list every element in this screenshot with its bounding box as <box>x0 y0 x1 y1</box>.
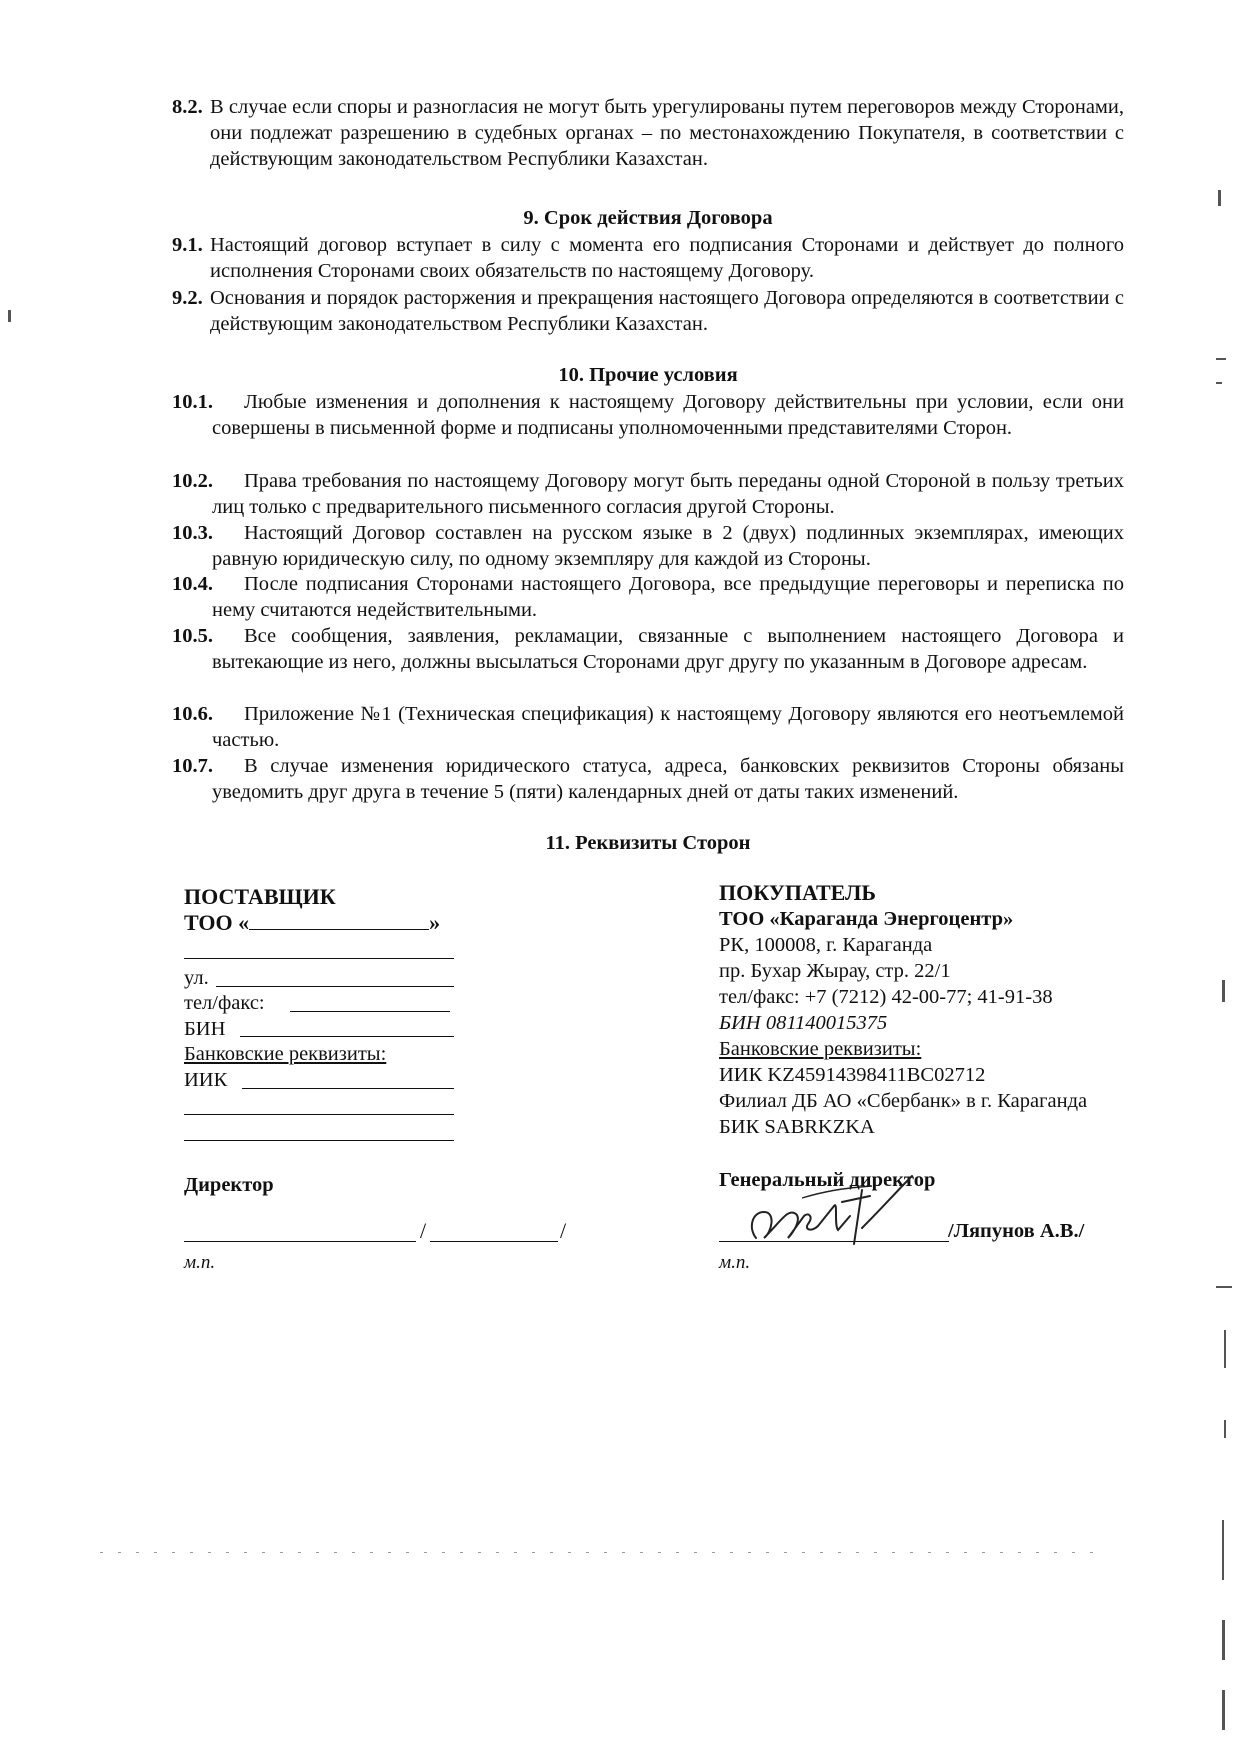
scan-edge-mark <box>1216 358 1226 360</box>
supplier-heading: ПОСТАВЩИК <box>184 884 336 909</box>
buyer-address-1: РК, 100008, г. Караганда <box>719 934 933 956</box>
buyer-signature-mark <box>742 1168 922 1254</box>
clause-9-1 <box>172 232 1124 284</box>
clause-number: 10.2. <box>172 470 213 492</box>
clause-number: 10.1. <box>172 391 213 413</box>
supplier-extra-line-2 <box>184 1140 454 1141</box>
scan-edge-mark <box>8 310 11 322</box>
supplier-street-label: ул. <box>184 967 209 989</box>
clause-text: После подписания Сторонами настоящего Договора, все предыдущие переговоры и переписка по нему считаются недействительными. <box>212 573 1124 621</box>
clause-8-2 <box>172 94 1124 172</box>
buyer-seal-label: м.п. <box>719 1252 751 1273</box>
clause-number: 9.1. <box>172 234 203 256</box>
clause-10-2 <box>172 468 1124 520</box>
supplier-extra-line-1 <box>184 1114 454 1115</box>
scan-edge-mark <box>1218 190 1221 206</box>
clause-number: 10.3. <box>172 522 213 544</box>
supplier-org-prefix: ТОО « <box>184 910 250 935</box>
supplier-iik-label: ИИК <box>184 1069 228 1091</box>
buyer-phone: тел/факс: +7 (7212) 42-00-77; 41-91-38 <box>719 986 1053 1008</box>
buyer-bank-name: Филиал ДБ АО «Сбербанк» в г. Караганда <box>719 1090 1088 1112</box>
buyer-heading: ПОКУПАТЕЛЬ <box>719 880 876 905</box>
clause-number: 8.2. <box>172 96 203 118</box>
buyer-org: ТОО «Караганда Энергоцентр» <box>719 908 1014 930</box>
supplier-signature-slash-1: / <box>420 1218 427 1243</box>
clause-text: Приложение №1 (Техническая спецификация) к настоящему Договору являются его неотъемлемой частью. <box>212 703 1124 751</box>
section-11-title: 11. Реквизиты Сторон <box>545 832 751 854</box>
clause-number: 10.4. <box>172 573 213 595</box>
buyer-bank-label: Банковские реквизиты: <box>719 1038 922 1060</box>
buyer-signer-name: /Ляпунов А.В./ <box>948 1220 1085 1242</box>
supplier-phone-label: тел/факс: <box>184 992 265 1014</box>
supplier-phone-blank <box>290 1011 450 1012</box>
clause-10-6 <box>172 701 1124 753</box>
supplier-iik-blank <box>242 1088 454 1089</box>
supplier-block <box>184 884 484 937</box>
supplier-org-line <box>184 910 484 937</box>
buyer-iik: ИИК KZ45914398411BC02712 <box>719 1064 986 1086</box>
scan-edge-mark <box>1222 1520 1224 1580</box>
supplier-signer-title: Директор <box>184 1174 274 1196</box>
supplier-bin-label: БИН <box>184 1018 226 1040</box>
supplier-bank-label: Банковские реквизиты: <box>184 1043 387 1065</box>
scan-edge-mark <box>1224 1330 1226 1368</box>
section-10-title: 10. Прочие условия <box>558 364 738 386</box>
clause-number: 10.7. <box>172 755 213 777</box>
scan-edge-mark <box>1222 980 1225 1002</box>
scan-edge-mark <box>1222 1620 1225 1660</box>
supplier-name-line <box>430 1241 558 1242</box>
scan-edge-mark <box>1224 1420 1226 1438</box>
clause-number: 10.5. <box>172 625 213 647</box>
clause-text: Все сообщения, заявления, рекламации, связанные с выполнением настоящего Договора и вытекающие из него, должны высылаться Сторонами друг другу по указанным в Договоре адресам. <box>212 625 1124 673</box>
scan-dotted-line <box>100 1552 1100 1553</box>
supplier-street-blank <box>216 986 454 987</box>
clause-text: Права требования по настоящему Договору могут быть переданы одной Стороной в пользу третьих лиц только с предварительного письменного согласия другой Стороны. <box>212 470 1124 518</box>
clause-number: 10.6. <box>172 703 213 725</box>
clause-10-4 <box>172 571 1124 623</box>
clause-text: Настоящий Договор составлен на русском языке в 2 (двух) подлинных экземплярах, имеющих равную юридическую силу, по одному экземпляру для каждой из Стороны. <box>212 522 1124 570</box>
supplier-blank-line <box>184 958 454 959</box>
clause-9-2 <box>172 285 1124 337</box>
clause-number: 9.2. <box>172 287 203 309</box>
buyer-bin: БИН 081140015375 <box>719 1012 888 1034</box>
buyer-signer-title: Генеральный директор <box>719 1169 936 1191</box>
supplier-org-blank <box>249 911 429 930</box>
supplier-signature-line <box>184 1241 416 1242</box>
clause-text: Настоящий договор вступает в силу с момента его подписания Сторонами и действует до полного исполнения Сторонами своих обязательств по настоящему Договору. <box>210 234 1124 282</box>
supplier-bin-blank <box>240 1036 454 1037</box>
clause-10-7 <box>172 753 1124 805</box>
section-9-title: 9. Срок действия Договора <box>523 207 773 229</box>
supplier-org-suffix: » <box>429 910 441 935</box>
scan-edge-mark <box>1216 382 1222 384</box>
buyer-bik: БИК SABRKZKA <box>719 1116 875 1138</box>
clause-text: В случае если споры и разногласия не могут быть урегулированы путем переговоров между Сторонами, они подлежат разрешению в судебных органах – по местонахождению Покупателя, в соответствии с действующим законодательством Республики Казахстан. <box>210 96 1124 170</box>
clause-10-5 <box>172 623 1124 675</box>
buyer-block <box>719 880 1139 1140</box>
clause-10-1 <box>172 389 1124 441</box>
clause-10-3 <box>172 520 1124 572</box>
buyer-address-2: пр. Бухар Жырау, стр. 22/1 <box>719 960 951 982</box>
clause-text: Любые изменения и дополнения к настоящему Договору действительны при условии, если они совершены в письменной форме и подписаны уполномоченными представителями Сторон. <box>212 391 1124 439</box>
clause-text: В случае изменения юридического статуса, адреса, банковских реквизитов Стороны обязаны уведомить друг друга в течение 5 (пяти) календарных дней от даты таких изменений. <box>212 755 1124 803</box>
scan-edge-mark <box>1222 1690 1225 1730</box>
supplier-signature-slash-2: / <box>560 1218 567 1243</box>
scan-edge-mark <box>1216 1286 1232 1288</box>
supplier-seal-label: м.п. <box>184 1252 216 1273</box>
clause-text: Основания и порядок расторжения и прекращения настоящего Договора определяются в соответствии с действующим законодательством Республики Казахстан. <box>210 287 1124 335</box>
